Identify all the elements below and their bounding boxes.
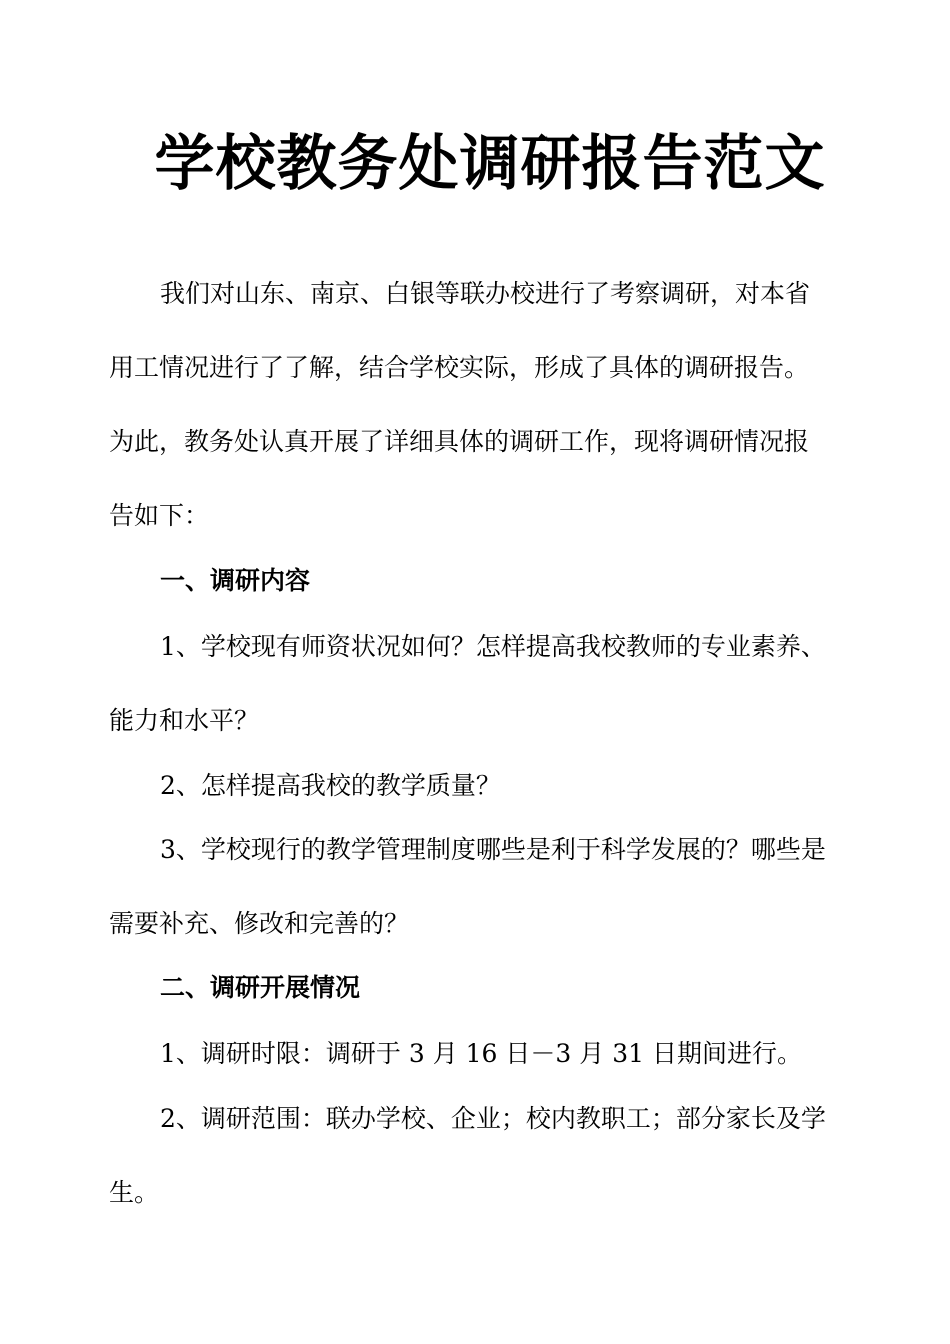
section-heading: 一、调研内容 — [160, 566, 311, 595]
paragraph-line: 1、学校现有师资状况如何？怎样提高我校教师的专业素养、 — [160, 632, 826, 661]
paragraph-line: 为此，教务处认真开展了详细具体的调研工作，现将调研情况报 — [109, 427, 810, 456]
paragraph-line: 1、调研时限：调研于 3 月 16 日－3 月 31 日期间进行。 — [160, 1039, 802, 1068]
paragraph-line: 需要补充、修改和完善的？ — [109, 909, 410, 938]
paragraph-line: 用工情况进行了了解，结合学校实际，形成了具体的调研报告。 — [109, 353, 810, 382]
paragraph-line: 我们对山东、南京、白银等联办校进行了考察调研，对本省 — [160, 279, 811, 308]
document-title: 学校教务处调研报告范文 — [154, 129, 826, 199]
paragraph-line: 告如下： — [109, 501, 210, 530]
paragraph-line: 3、学校现行的教学管理制度哪些是利于科学发展的？哪些是 — [160, 835, 826, 864]
paragraph-line: 生。 — [109, 1178, 160, 1207]
section-heading: 二、调研开展情况 — [160, 973, 361, 1002]
paragraph-line: 能力和水平？ — [109, 706, 260, 735]
paragraph-line: 2、怎样提高我校的教学质量？ — [160, 771, 501, 800]
paragraph-line: 2、调研范围：联办学校、企业；校内教职工；部分家长及学 — [160, 1104, 826, 1133]
